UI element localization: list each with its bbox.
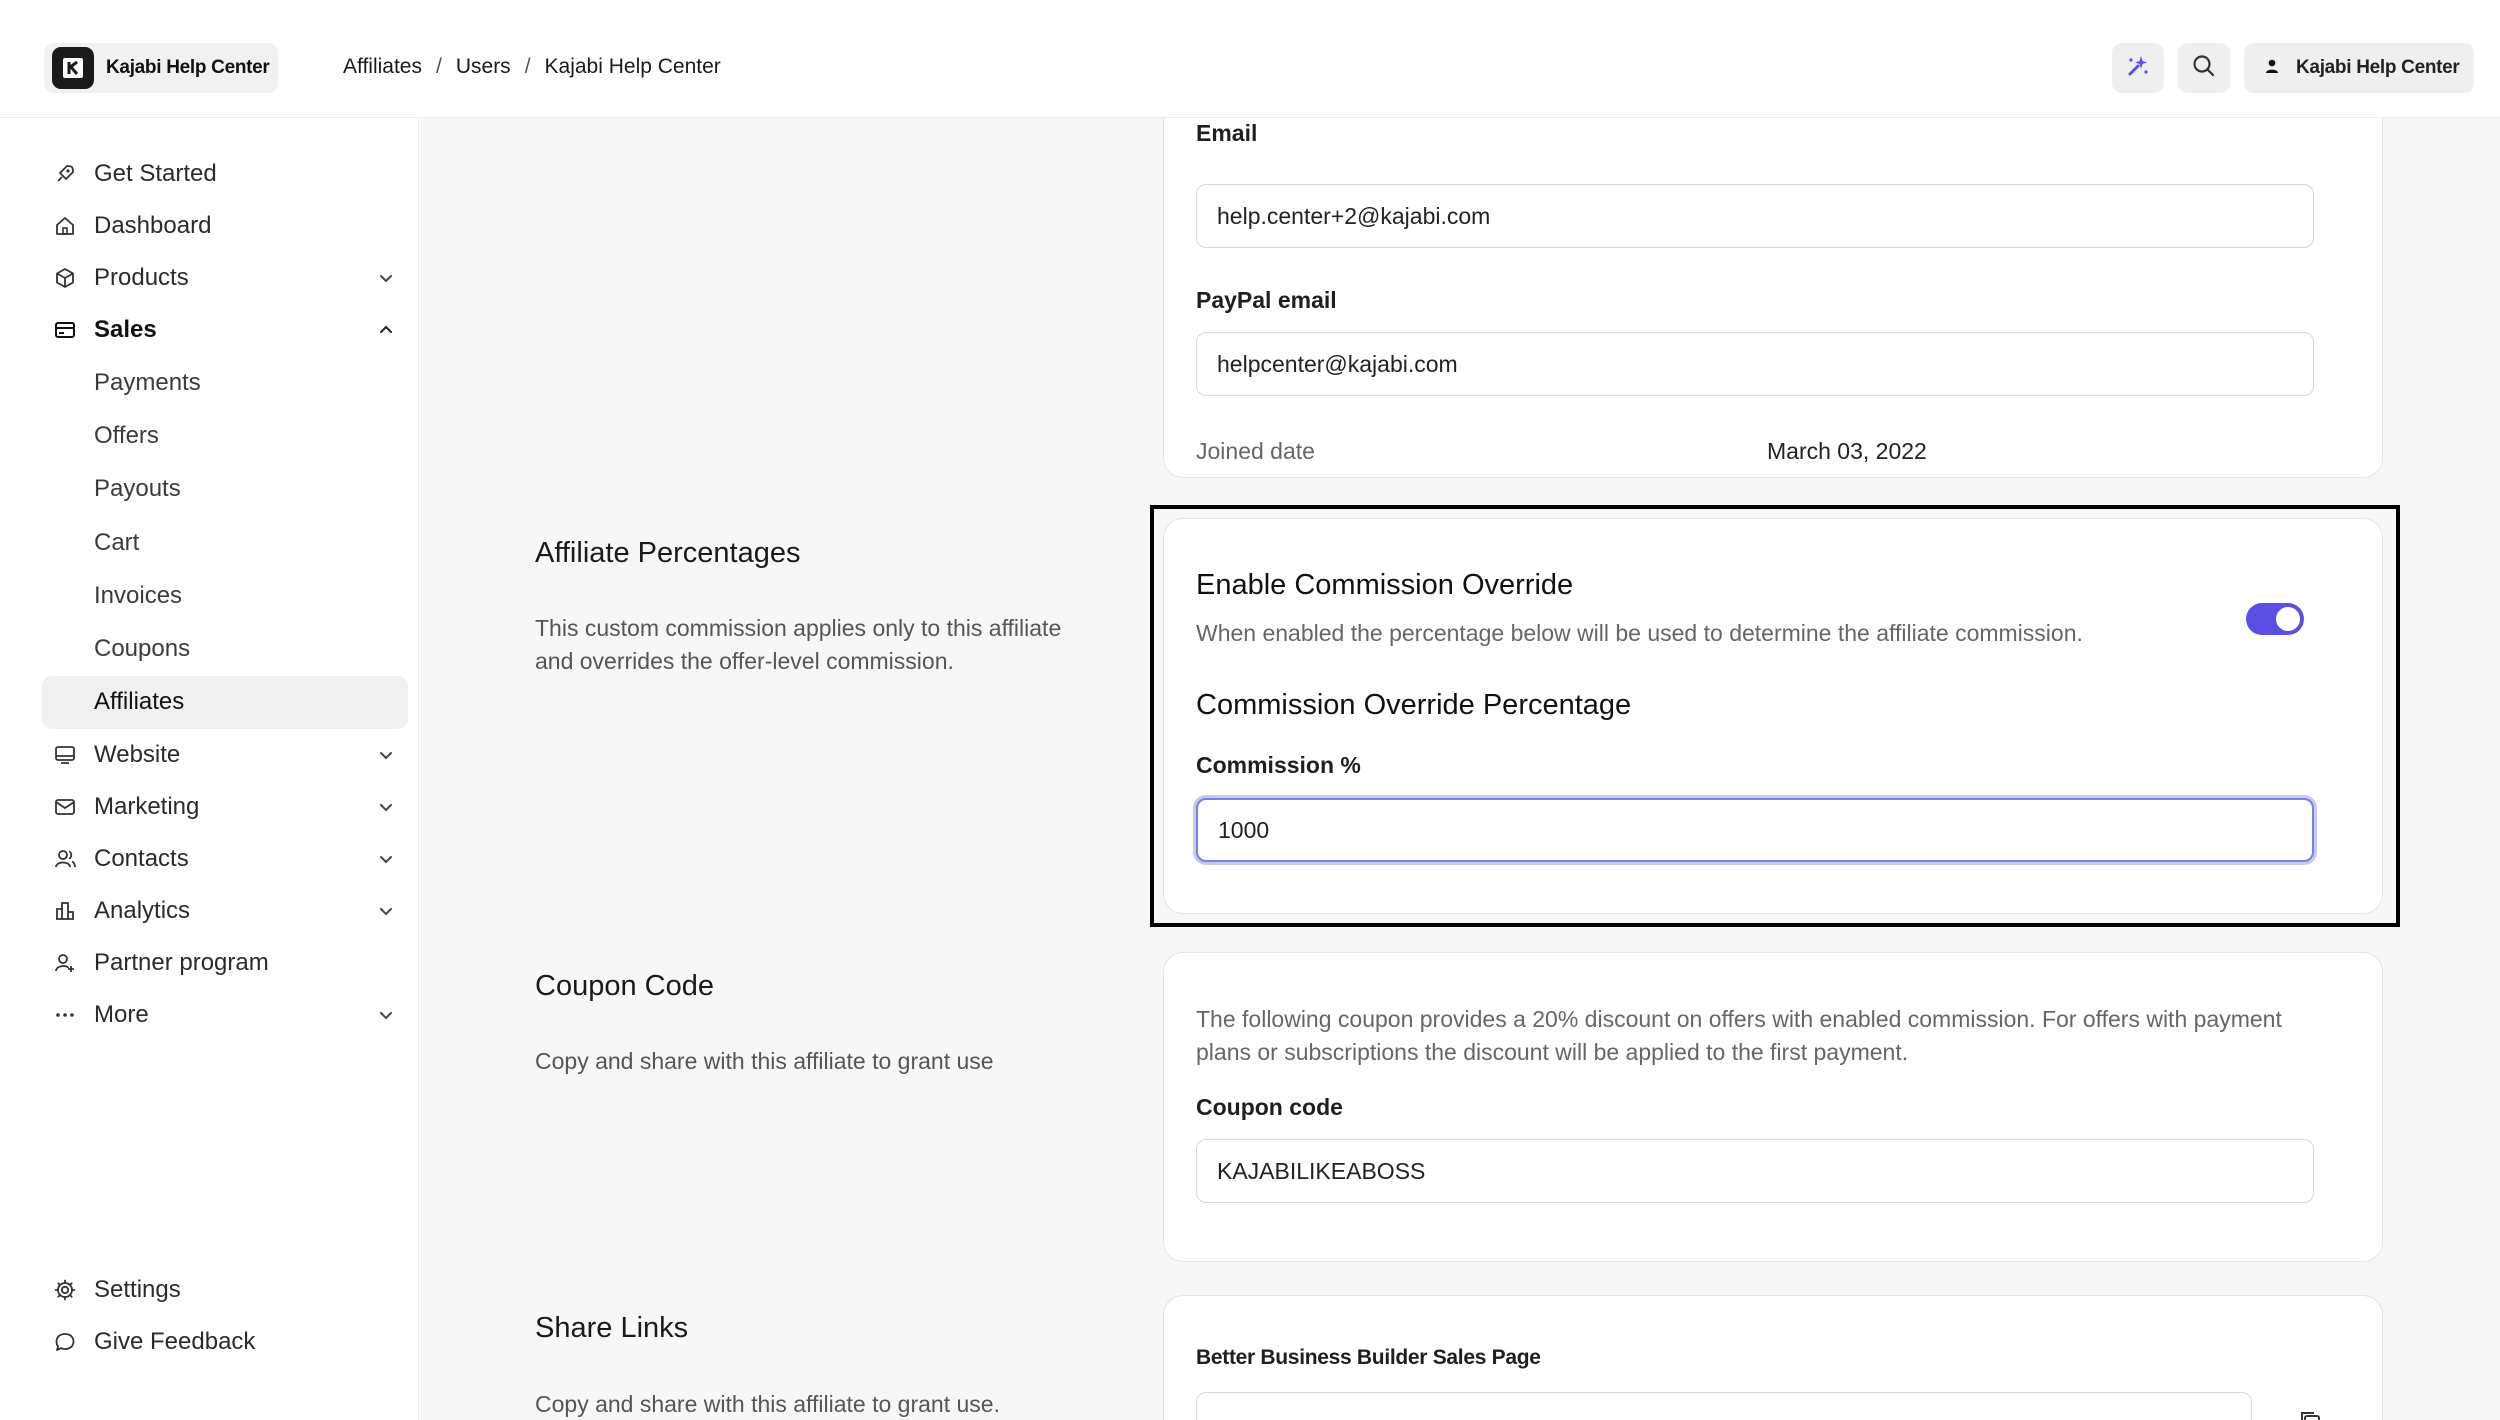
email-label: Email xyxy=(1196,120,1258,146)
email-field[interactable]: help.center+2@kajabi.com xyxy=(1196,184,2314,248)
brand-switcher[interactable] xyxy=(44,43,278,93)
coupon-info-text: The following coupon provides a 20% discount on offers with enabled commission. For offers with payment plans or subscriptions the discount will be applied to the first payment. xyxy=(1196,1006,2282,1065)
affiliate-percentages-title: Affiliate Percentages xyxy=(535,537,801,569)
search-button[interactable] xyxy=(2178,43,2230,93)
override-percentage-title: Commission Override Percentage xyxy=(1196,689,1632,721)
sidebar-item-partner-program[interactable]: Partner program xyxy=(42,937,408,989)
user-icon xyxy=(2264,58,2280,79)
paypal-email-label: PayPal email xyxy=(1196,287,1337,313)
sidebar-item-contacts[interactable]: Contacts xyxy=(42,833,408,885)
breadcrumb-affiliates[interactable]: Affiliates xyxy=(343,55,422,78)
dots-icon xyxy=(52,1002,78,1028)
commission-override-toggle[interactable] xyxy=(2246,603,2304,635)
chevron-down-icon xyxy=(376,1004,396,1032)
coupon-code-title: Coupon Code xyxy=(535,970,714,1002)
commission-percent-label: Commission % xyxy=(1196,752,1361,778)
sidebar-subitem-affiliates[interactable]: Affiliates xyxy=(42,676,408,729)
chevron-up-icon xyxy=(376,319,396,347)
sidebar-subitem-offers[interactable]: Offers xyxy=(94,421,159,449)
breadcrumb-users[interactable]: Users xyxy=(455,55,511,78)
share-link-field[interactable] xyxy=(1196,1392,2252,1420)
sidebar-nav xyxy=(42,148,408,1041)
sidebar-bottom xyxy=(42,1264,408,1368)
sidebar-item-marketing[interactable]: Marketing xyxy=(42,781,408,833)
card-icon xyxy=(52,317,78,343)
sidebar-subitem-invoices[interactable]: Invoices xyxy=(94,581,183,609)
sidebar-item-settings[interactable]: Settings xyxy=(42,1264,408,1316)
coupon-code-label: Coupon code xyxy=(1196,1094,1343,1120)
sidebar-subitem-payments[interactable]: Payments xyxy=(94,368,201,396)
share-links-card xyxy=(1163,1295,2383,1420)
sidebar-item-analytics[interactable]: Analytics xyxy=(42,885,408,937)
copy-icon[interactable] xyxy=(2297,1408,2323,1420)
affiliate-percentages-description: This custom commission applies only to this affiliate and overrides the offer-level commission. xyxy=(535,615,1062,674)
sidebar-item-get-started[interactable]: Get Started xyxy=(42,148,408,200)
gear-icon xyxy=(52,1277,78,1303)
chevron-down-icon xyxy=(376,900,396,928)
enable-override-description: When enabled the percentage below will be used to determine the affiliate commission. xyxy=(1196,620,2083,646)
sidebar-item-website[interactable]: Website xyxy=(42,729,408,781)
sidebar-item-products[interactable]: Products xyxy=(42,252,408,304)
sidebar-subitem-coupons[interactable]: Coupons xyxy=(94,635,191,663)
commission-percent-input[interactable]: 1000 xyxy=(1196,798,2314,862)
bar-chart-icon xyxy=(52,898,78,924)
joined-date-label: Joined date xyxy=(1196,438,1315,464)
sidebar-item-sales[interactable]: Sales xyxy=(42,304,408,356)
sidebar-item-give-feedback[interactable]: Give Feedback xyxy=(42,1316,408,1368)
share-link-label: Better Business Builder Sales Page xyxy=(1196,1346,1541,1369)
share-links-description: Copy and share with this affiliate to grant use. xyxy=(535,1391,1000,1417)
sidebar-subitem-payouts[interactable]: Payouts xyxy=(94,475,181,503)
joined-date-value: March 03, 2022 xyxy=(1767,438,1927,464)
ai-assistant-button[interactable] xyxy=(2112,43,2164,93)
user-menu-button[interactable] xyxy=(2244,43,2474,93)
main-content xyxy=(420,118,2500,1420)
user-name: Kajabi Help Center xyxy=(2296,57,2460,78)
mail-icon xyxy=(52,794,78,820)
top-bar xyxy=(0,0,2500,118)
person-plus-icon xyxy=(52,950,78,976)
rocket-icon xyxy=(52,161,78,187)
box-icon xyxy=(52,265,78,291)
affiliate-details-card xyxy=(1163,118,2383,478)
coupon-card xyxy=(1163,952,2383,1262)
monitor-icon xyxy=(52,742,78,768)
sparkle-icon xyxy=(2124,52,2152,85)
chevron-down-icon xyxy=(376,848,396,876)
brand-name: Kajabi Help Center xyxy=(106,57,270,78)
sidebar xyxy=(16,118,419,1420)
sidebar-item-more[interactable]: More xyxy=(42,989,408,1041)
share-links-title: Share Links xyxy=(535,1312,689,1344)
chevron-down-icon xyxy=(376,744,396,772)
chevron-down-icon xyxy=(376,267,396,295)
chat-icon xyxy=(52,1329,78,1355)
commission-override-card xyxy=(1163,518,2383,914)
coupon-code-field[interactable]: KAJABILIKEABOSS xyxy=(1196,1139,2314,1203)
home-icon xyxy=(52,213,78,239)
paypal-email-field[interactable]: helpcenter@kajabi.com xyxy=(1196,332,2314,396)
sidebar-subitem-cart[interactable]: Cart xyxy=(94,528,140,556)
users-icon xyxy=(52,846,78,872)
breadcrumb-current: Kajabi Help Center xyxy=(544,55,721,78)
kajabi-logo-icon xyxy=(52,47,94,89)
coupon-code-description: Copy and share with this affiliate to grant use xyxy=(535,1048,994,1074)
chevron-down-icon xyxy=(376,796,396,824)
toggle-knob xyxy=(2276,607,2300,631)
enable-override-title: Enable Commission Override xyxy=(1196,569,1574,601)
sidebar-item-dashboard[interactable]: Dashboard xyxy=(42,200,408,252)
search-icon xyxy=(2191,53,2217,84)
breadcrumb: Affiliates / Users / Kajabi Help Center xyxy=(343,55,721,78)
